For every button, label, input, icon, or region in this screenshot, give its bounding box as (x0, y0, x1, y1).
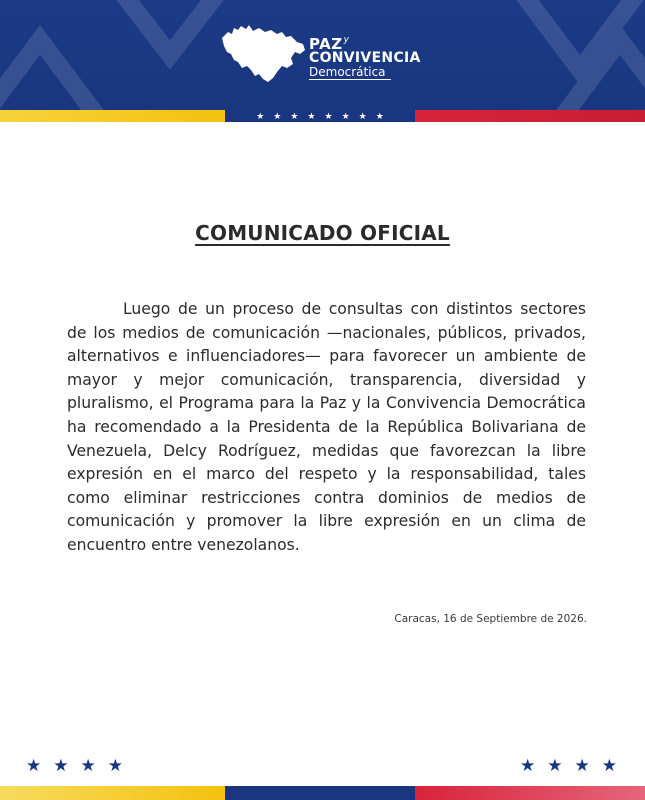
star-icon: ★ (256, 110, 265, 121)
star-icon: ★ (358, 110, 367, 121)
logo-democratica: Democrática (309, 66, 391, 80)
logo-y: y (343, 35, 349, 45)
flag-red-stripe (415, 110, 645, 122)
logo-paz: PAZ (309, 35, 343, 53)
logo-convivencia: CONVIVENCIA (309, 50, 421, 66)
header-stars (225, 110, 415, 122)
star-icon: ★ (307, 110, 316, 121)
star-icon: ★ (601, 756, 617, 775)
logo-wordmark (309, 36, 421, 80)
footer-stars-left (26, 757, 123, 774)
star-icon: ★ (574, 756, 590, 775)
document-date: Caracas, 16 de Septiembre de 2026. (394, 613, 587, 625)
star-icon: ★ (53, 756, 69, 775)
star-icon: ★ (107, 756, 123, 775)
star-icon: ★ (80, 756, 96, 775)
document-title: COMUNICADO OFICIAL (195, 221, 450, 245)
flag-yellow-stripe (0, 786, 225, 800)
header-flag-bar (0, 110, 645, 122)
star-icon: ★ (324, 110, 333, 121)
star-icon: ★ (547, 756, 563, 775)
document-title-wrapper (0, 221, 645, 245)
star-icon: ★ (341, 110, 350, 121)
star-icon: ★ (26, 756, 42, 775)
footer-stars-right (520, 757, 617, 774)
logo (219, 22, 429, 86)
flag-yellow-stripe (0, 110, 225, 122)
venezuela-map-icon (219, 22, 307, 84)
footer-flag-bar (0, 786, 645, 800)
star-icon: ★ (520, 756, 536, 775)
flag-red-stripe (415, 786, 645, 800)
star-icon: ★ (375, 110, 384, 121)
flag-blue-stripe (225, 786, 415, 800)
star-icon: ★ (290, 110, 299, 121)
star-icon: ★ (273, 110, 282, 121)
header-banner (0, 0, 645, 110)
flag-blue-stripe (225, 110, 415, 122)
document-body: Luego de un proceso de consultas con distintos sectores de los medios de comunicación —nacionales, públicos, privados, alternativos e influenciadores— para favorecer un ambiente de mayor y mejor comunicación, transparencia, diversidad y pluralismo, el Programa para la Paz y la Convivencia Democrática ha recomendado a la Presidenta de la República Bolivariana de Venezuela, Delcy Rodríguez, medidas que favorezcan la libre expresión en el marco del respeto y la responsabilidad, tales como eliminar restricciones contra dominios de medios de comunicación y promover la libre expresión en un clima de encuentro entre venezolanos. (67, 300, 586, 554)
